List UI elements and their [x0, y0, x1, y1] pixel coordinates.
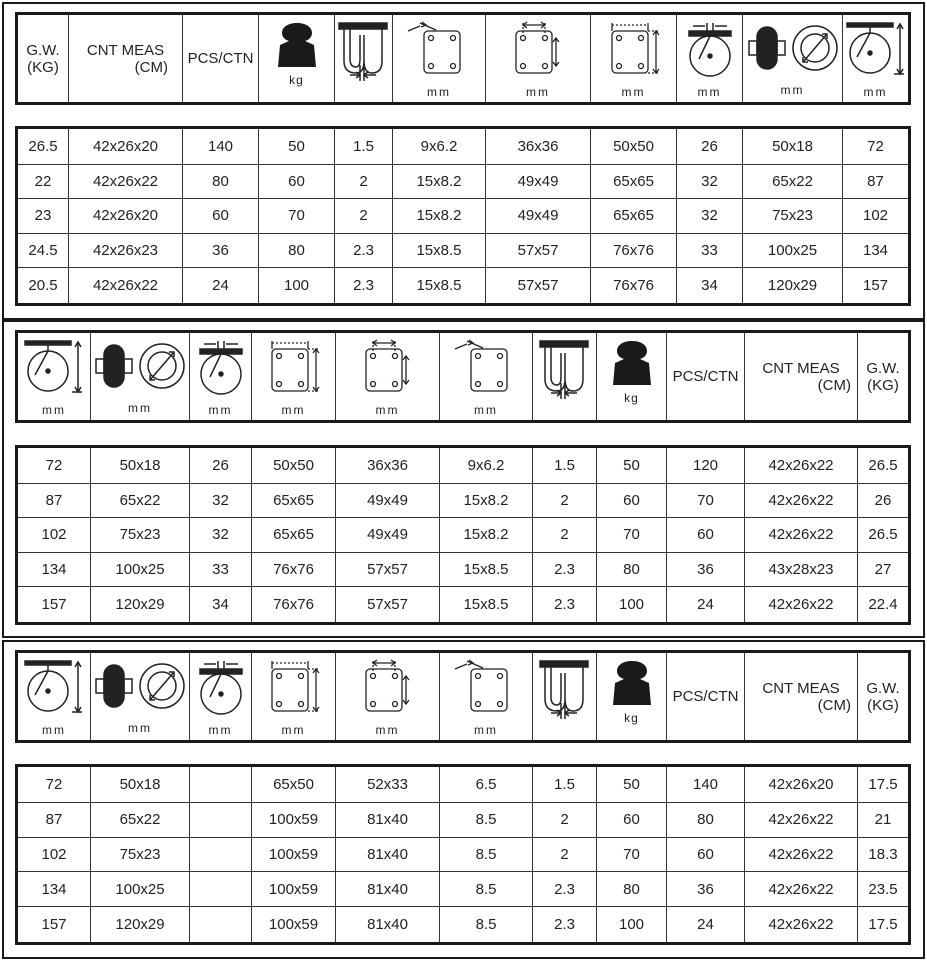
table-cell: 15x8.2	[440, 483, 533, 518]
plate-size-header: mm	[591, 14, 677, 104]
table-cell: 100x59	[252, 907, 336, 944]
pcs-ctn-header: PCS/CTN	[183, 14, 259, 104]
table-cell: 42x26x22	[745, 872, 858, 907]
gw-header: G.W. (KG)	[858, 652, 910, 742]
table-cell: 24.5	[17, 233, 69, 268]
table-cell: 8.5	[440, 872, 533, 907]
table-cell: 157	[17, 907, 91, 944]
table-cell: 70	[667, 483, 745, 518]
table-cell: 72	[17, 766, 91, 803]
table-cell: 20.5	[17, 268, 69, 305]
table-cell: 60	[667, 837, 745, 872]
table-cell: 2.3	[533, 552, 597, 587]
weight-kg-icon	[259, 21, 334, 73]
wheel-size-header: mm	[91, 652, 190, 742]
table-cell	[190, 872, 252, 907]
table-cell: 24	[183, 268, 259, 305]
table-cell: 2	[533, 483, 597, 518]
table-cell: 102	[843, 199, 910, 234]
table-cell: 72	[843, 128, 910, 165]
load-capacity-header: kg	[259, 14, 335, 104]
table-cell: 24	[667, 587, 745, 624]
table-cell: 26.5	[858, 447, 910, 484]
table-cell: 22	[17, 164, 69, 199]
table-cell: 15x8.2	[393, 199, 486, 234]
section-3-header	[15, 650, 911, 743]
table-cell: 140	[667, 766, 745, 803]
cnt-meas-header: CNT MEAS (CM)	[745, 332, 858, 422]
table-row	[17, 587, 910, 624]
table-cell: 33	[677, 233, 743, 268]
table-cell: 8.5	[440, 837, 533, 872]
table-cell: 18.3	[858, 837, 910, 872]
plate-thickness-icon	[533, 339, 596, 405]
table-cell: 26.5	[858, 518, 910, 553]
section-2-data	[15, 445, 911, 625]
wheel-size-header: mm	[743, 14, 843, 104]
table-cell: 50	[597, 447, 667, 484]
table-cell: 140	[183, 128, 259, 165]
table-cell: 100x25	[91, 552, 190, 587]
table-row	[17, 483, 910, 518]
bolt-hole-spacing-icon	[336, 659, 439, 721]
table-cell: 2.3	[533, 907, 597, 944]
bolt-hole-diameter-icon	[440, 659, 532, 721]
pcs-ctn-header: PCS/CTN	[667, 652, 745, 742]
table-cell: 100	[597, 587, 667, 624]
table-cell: 42x26x22	[745, 447, 858, 484]
top-plate-size-icon	[252, 659, 335, 721]
table-cell: 22.4	[858, 587, 910, 624]
table-cell: 42x26x20	[69, 128, 183, 165]
table-cell: 49x49	[336, 483, 440, 518]
section-3-data	[15, 764, 911, 945]
table-cell: 49x49	[486, 164, 591, 199]
table-cell: 157	[17, 587, 91, 624]
table-cell: 15x8.5	[440, 587, 533, 624]
table-cell: 100	[597, 907, 667, 944]
section-2-header	[15, 330, 911, 423]
table-cell: 49x49	[486, 199, 591, 234]
table-cell: 57x57	[486, 268, 591, 305]
table-cell: 1.5	[335, 128, 393, 165]
table-cell: 26	[190, 447, 252, 484]
table-row	[17, 552, 910, 587]
caster-height-header: mm	[17, 652, 91, 742]
table-cell: 57x57	[336, 587, 440, 624]
table-cell: 65x50	[252, 766, 336, 803]
plate-thickness-header	[335, 14, 393, 104]
table-cell: 87	[17, 483, 91, 518]
bolt-hole-spacing-icon	[486, 21, 590, 83]
wheel-diameter-width-icon	[743, 21, 842, 81]
table-cell: 2.3	[533, 587, 597, 624]
table-cell: 17.5	[858, 907, 910, 944]
table-cell: 36	[667, 872, 745, 907]
table-cell: 23.5	[858, 872, 910, 907]
table-cell: 36x36	[486, 128, 591, 165]
bolt-hole-diameter-icon	[393, 21, 485, 83]
table-cell: 50x18	[91, 766, 190, 803]
table-cell: 65x65	[252, 518, 336, 553]
caster-side-height-icon	[18, 339, 90, 401]
table-cell: 9x6.2	[440, 447, 533, 484]
plate-size-header: mm	[252, 332, 336, 422]
table-cell: 80	[183, 164, 259, 199]
table-cell: 80	[259, 233, 335, 268]
cnt-meas-header: CNT MEAS (CM)	[745, 652, 858, 742]
table-cell: 50x50	[591, 128, 677, 165]
section-1-data	[15, 126, 911, 306]
top-plate-size-icon	[252, 339, 335, 401]
table-cell: 134	[843, 233, 910, 268]
table-cell: 42x26x22	[745, 483, 858, 518]
table-cell: 15x8.2	[440, 518, 533, 553]
bolt-hole-spacing-header: mm	[336, 652, 440, 742]
table-cell: 50	[259, 128, 335, 165]
table-cell: 15x8.5	[393, 233, 486, 268]
table-row	[17, 518, 910, 553]
swivel-offset-icon	[677, 21, 742, 83]
table-cell: 33	[190, 552, 252, 587]
table-cell: 102	[17, 518, 91, 553]
cnt-meas-header: CNT MEAS (CM)	[69, 14, 183, 104]
table-cell: 42x26x22	[745, 802, 858, 837]
table-cell: 23	[17, 199, 69, 234]
table-cell: 2	[533, 837, 597, 872]
table-cell: 42x26x22	[745, 587, 858, 624]
offset-header: mm	[190, 652, 252, 742]
table-cell: 80	[597, 872, 667, 907]
table-row	[17, 766, 910, 803]
table-cell: 42x26x22	[69, 268, 183, 305]
weight-kg-icon	[597, 339, 666, 391]
table-cell: 87	[17, 802, 91, 837]
table-row	[17, 907, 910, 944]
table-cell: 2.3	[335, 268, 393, 305]
gw-header: G.W. (KG)	[858, 332, 910, 422]
table-cell: 27	[858, 552, 910, 587]
table-cell: 2.3	[335, 233, 393, 268]
table-cell: 87	[843, 164, 910, 199]
table-row	[17, 128, 910, 165]
wheel-size-header: mm	[91, 332, 190, 422]
table-cell: 57x57	[486, 233, 591, 268]
weight-kg-icon	[597, 659, 666, 711]
table-cell: 34	[677, 268, 743, 305]
caster-side-height-icon	[843, 21, 908, 83]
table-cell: 2	[533, 802, 597, 837]
table-cell: 8.5	[440, 907, 533, 944]
table-cell	[190, 907, 252, 944]
table-cell: 8.5	[440, 802, 533, 837]
table-cell: 26.5	[17, 128, 69, 165]
plate-thickness-header	[533, 332, 597, 422]
table-cell: 100x59	[252, 872, 336, 907]
table-cell: 65x22	[91, 802, 190, 837]
wheel-diameter-width-icon	[91, 339, 189, 399]
table-cell: 50	[597, 766, 667, 803]
bolt-hole-spacing-icon	[336, 339, 439, 401]
wheel-diameter-width-icon	[91, 659, 189, 719]
table-cell: 100x59	[252, 837, 336, 872]
table-cell: 60	[597, 483, 667, 518]
swivel-offset-icon	[190, 339, 251, 401]
table-cell: 17.5	[858, 766, 910, 803]
table-cell: 15x8.5	[393, 268, 486, 305]
caster-height-header: mm	[843, 14, 910, 104]
section-1-header	[15, 12, 911, 105]
table-cell: 76x76	[252, 552, 336, 587]
table-cell: 80	[667, 802, 745, 837]
plate-thickness-icon	[335, 21, 392, 87]
table-cell: 81x40	[336, 872, 440, 907]
table-cell: 42x26x22	[745, 518, 858, 553]
table-cell: 1.5	[533, 447, 597, 484]
table-cell: 26	[858, 483, 910, 518]
pcs-ctn-header: PCS/CTN	[667, 332, 745, 422]
table-cell: 57x57	[336, 552, 440, 587]
table-cell: 80	[597, 552, 667, 587]
table-cell: 2	[335, 164, 393, 199]
table-row	[17, 802, 910, 837]
table-cell: 42x26x22	[69, 164, 183, 199]
table-cell: 100x59	[252, 802, 336, 837]
table-cell: 42x26x20	[745, 766, 858, 803]
table-cell	[190, 802, 252, 837]
table-cell: 32	[190, 518, 252, 553]
table-cell: 65x22	[743, 164, 843, 199]
plate-size-header: mm	[252, 652, 336, 742]
table-cell: 36x36	[336, 447, 440, 484]
table-cell: 60	[259, 164, 335, 199]
table-cell: 76x76	[591, 268, 677, 305]
table-cell: 15x8.2	[393, 164, 486, 199]
table-cell: 76x76	[591, 233, 677, 268]
table-cell: 120	[667, 447, 745, 484]
table-cell: 60	[667, 518, 745, 553]
table-cell: 2.3	[533, 872, 597, 907]
swivel-offset-icon	[190, 659, 251, 721]
table-cell: 70	[597, 518, 667, 553]
gw-header: G.W. (KG)	[17, 14, 69, 104]
table-cell: 42x26x22	[745, 837, 858, 872]
table-row	[17, 447, 910, 484]
table-cell: 100	[259, 268, 335, 305]
table-row	[17, 199, 910, 234]
table-cell: 81x40	[336, 802, 440, 837]
table-cell: 120x29	[743, 268, 843, 305]
bolt-hole-diameter-header: mm	[393, 14, 486, 104]
table-cell: 72	[17, 447, 91, 484]
table-cell: 75x23	[91, 837, 190, 872]
table-cell: 120x29	[91, 587, 190, 624]
table-cell: 52x33	[336, 766, 440, 803]
caster-height-header: mm	[17, 332, 91, 422]
offset-header: mm	[677, 14, 743, 104]
table-cell: 100x25	[743, 233, 843, 268]
table-cell: 36	[667, 552, 745, 587]
table-cell: 102	[17, 837, 91, 872]
table-row	[17, 837, 910, 872]
table-cell: 70	[597, 837, 667, 872]
bolt-hole-diameter-header: mm	[440, 652, 533, 742]
table-row	[17, 164, 910, 199]
table-cell: 60	[597, 802, 667, 837]
table-cell: 42x26x22	[745, 907, 858, 944]
table-cell: 43x28x23	[745, 552, 858, 587]
table-cell: 50x18	[743, 128, 843, 165]
load-capacity-header: kg	[597, 652, 667, 742]
table-cell: 70	[259, 199, 335, 234]
table-cell: 65x65	[591, 164, 677, 199]
table-cell: 157	[843, 268, 910, 305]
table-cell: 65x65	[252, 483, 336, 518]
table-cell: 32	[677, 199, 743, 234]
table-cell: 50x18	[91, 447, 190, 484]
table-cell: 24	[667, 907, 745, 944]
table-cell	[190, 837, 252, 872]
bolt-hole-spacing-header: mm	[336, 332, 440, 422]
table-cell: 21	[858, 802, 910, 837]
table-cell: 81x40	[336, 907, 440, 944]
table-cell: 1.5	[533, 766, 597, 803]
bolt-hole-diameter-header: mm	[440, 332, 533, 422]
table-cell: 75x23	[91, 518, 190, 553]
table-cell: 50x50	[252, 447, 336, 484]
table-cell: 120x29	[91, 907, 190, 944]
bolt-hole-diameter-icon	[440, 339, 532, 401]
plate-thickness-header	[533, 652, 597, 742]
table-cell: 9x6.2	[393, 128, 486, 165]
caster-side-height-icon	[18, 659, 90, 721]
table-cell: 2	[533, 518, 597, 553]
table-cell: 42x26x23	[69, 233, 183, 268]
table-cell: 75x23	[743, 199, 843, 234]
table-cell: 76x76	[252, 587, 336, 624]
table-cell: 15x8.5	[440, 552, 533, 587]
table-cell: 26	[677, 128, 743, 165]
table-cell: 32	[677, 164, 743, 199]
table-cell: 134	[17, 872, 91, 907]
table-cell: 60	[183, 199, 259, 234]
table-cell: 36	[183, 233, 259, 268]
plate-thickness-icon	[533, 659, 596, 725]
bolt-hole-spacing-header: mm	[486, 14, 591, 104]
table-cell: 65x65	[591, 199, 677, 234]
table-cell: 32	[190, 483, 252, 518]
table-cell: 65x22	[91, 483, 190, 518]
table-cell: 134	[17, 552, 91, 587]
table-cell: 100x25	[91, 872, 190, 907]
table-cell: 49x49	[336, 518, 440, 553]
offset-header: mm	[190, 332, 252, 422]
table-cell: 34	[190, 587, 252, 624]
top-plate-size-icon	[591, 21, 676, 83]
table-cell: 6.5	[440, 766, 533, 803]
table-row	[17, 268, 910, 305]
table-cell: 2	[335, 199, 393, 234]
table-row	[17, 233, 910, 268]
load-capacity-header: kg	[597, 332, 667, 422]
table-cell: 81x40	[336, 837, 440, 872]
table-cell: 42x26x20	[69, 199, 183, 234]
table-cell	[190, 766, 252, 803]
table-row	[17, 872, 910, 907]
